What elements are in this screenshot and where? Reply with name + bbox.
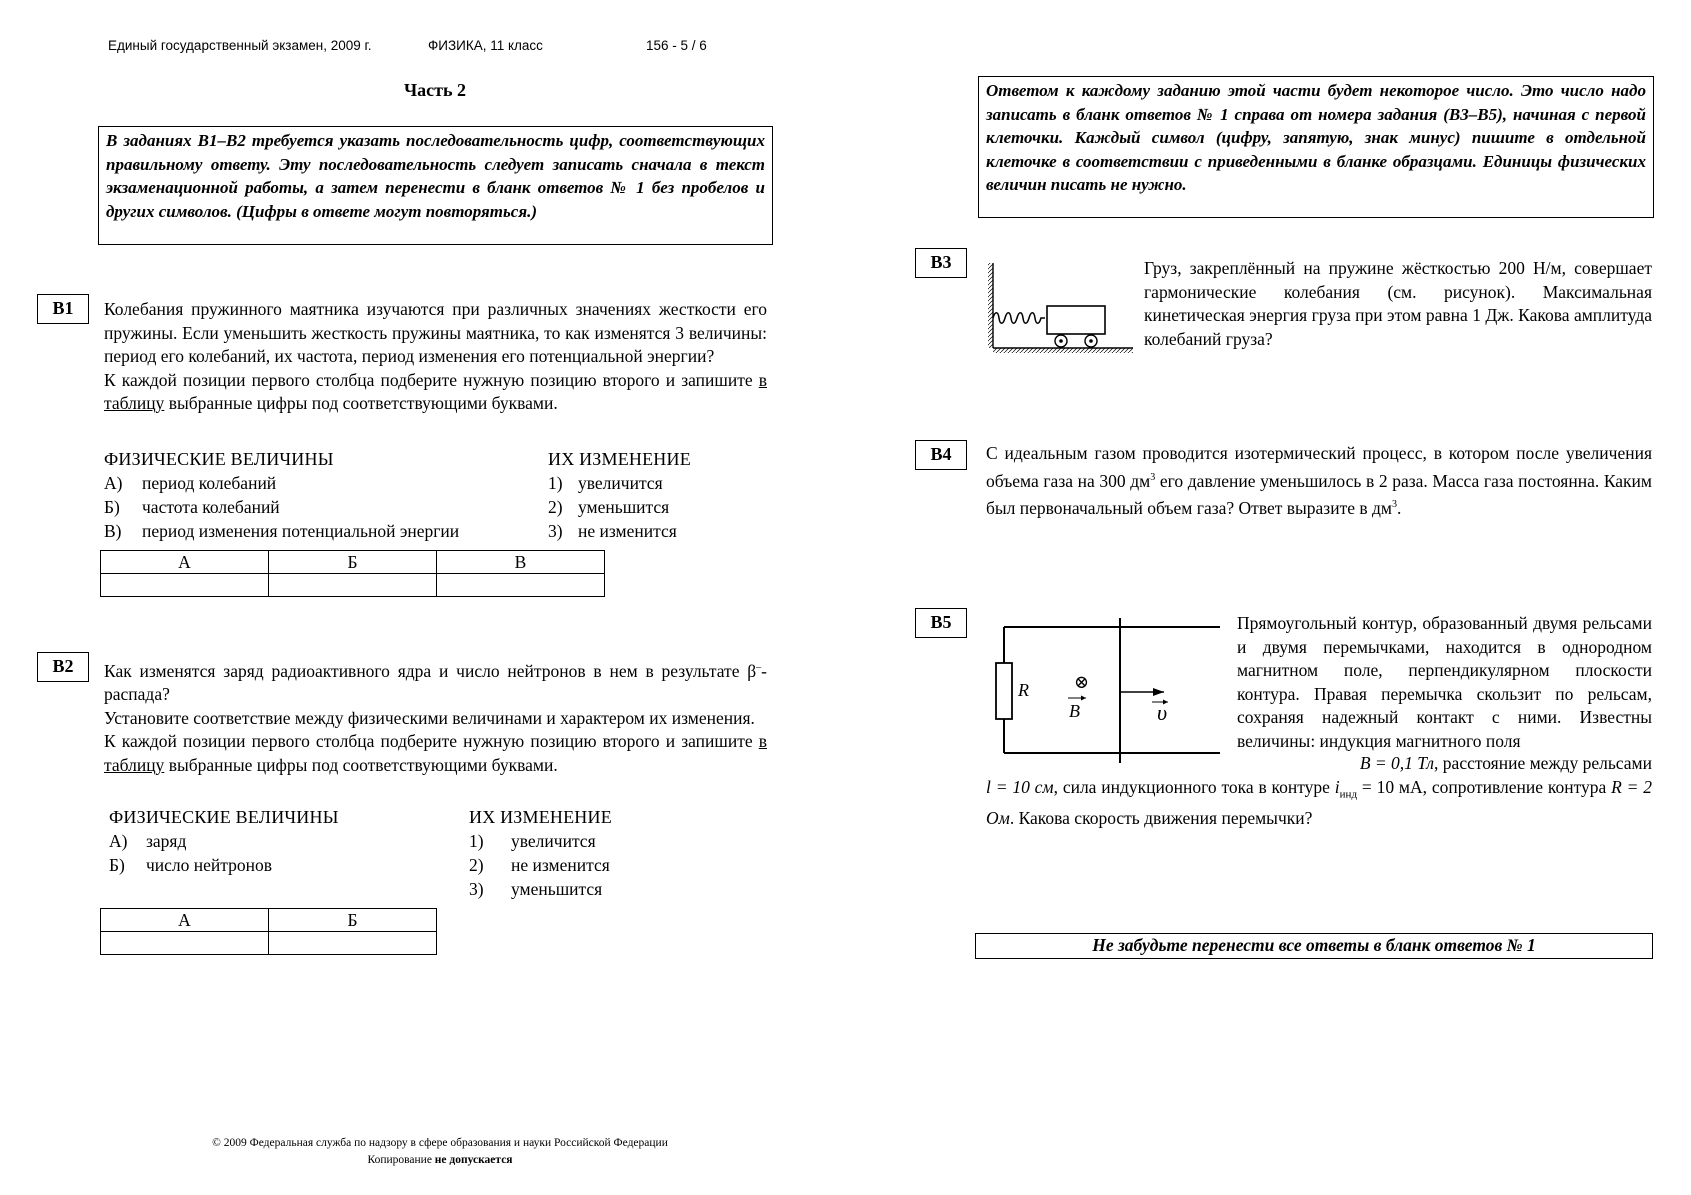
b5-i-sym: i bbox=[1334, 777, 1340, 797]
b1-table-header-v: В bbox=[436, 551, 604, 574]
b4-t1: С идеальным газом проводится изотермический процесс, в котором после увеличения объема газа на 300 дм bbox=[986, 443, 1652, 491]
task-b5-text-b bbox=[1237, 752, 1652, 776]
b2-instr-link: в таблицу bbox=[104, 731, 767, 775]
spring-pendulum-figure bbox=[985, 260, 1135, 355]
b1-col-right-header: ИХ ИЗМЕНЕНИЕ bbox=[548, 449, 691, 469]
item-text: заряд bbox=[146, 831, 187, 851]
task-b5-text-top bbox=[1237, 612, 1652, 753]
velocity-arrowhead bbox=[1153, 688, 1164, 696]
reminder-box: Не забудьте перенести все ответы в бланк ответов № 1 bbox=[975, 933, 1653, 959]
b4-t2: его давление уменьшилось в 2 раза. Масса газа постоянна. Каким был первоначальный объем газа? Ответ выразите в дм bbox=[986, 470, 1652, 518]
b1-right-item bbox=[548, 521, 677, 542]
b1-answer-cell-a[interactable] bbox=[101, 574, 269, 597]
footer-copy-bold: не допускается bbox=[434, 1154, 513, 1166]
b2-right-item bbox=[469, 855, 610, 876]
b1-left-item bbox=[104, 497, 280, 518]
b2-instr-pre: К каждой позиции первого столбца подберите нужную позицию второго и запишите bbox=[104, 731, 759, 752]
b4-sup-1: 3 bbox=[1150, 471, 1156, 483]
task-label-b2: В2 bbox=[37, 652, 89, 682]
item-key: 1) bbox=[469, 831, 484, 851]
b1-table-header-b: Б bbox=[269, 551, 437, 574]
b2-q1-sup: – bbox=[756, 662, 762, 673]
footer-copy-pre: Копирование bbox=[367, 1154, 435, 1166]
item-text: увеличится bbox=[511, 831, 596, 851]
b5-b-value: B = 0,1 Тл bbox=[1359, 753, 1435, 773]
wall-hatch bbox=[988, 263, 993, 348]
b1-instr-link: в таблицу bbox=[104, 369, 767, 413]
item-text: период изменения потенциальной энергии bbox=[142, 521, 460, 541]
item-key: 3) bbox=[548, 521, 563, 541]
task-b5-text-bottom bbox=[986, 776, 1652, 831]
task-b2-text bbox=[104, 656, 767, 777]
b1-table-header-a: А bbox=[101, 551, 269, 574]
b5-r-value: R = 2 Ом bbox=[986, 777, 1653, 828]
item-key: 1) bbox=[548, 473, 563, 493]
item-key: Б) bbox=[109, 855, 125, 875]
subject-header: ФИЗИКА, 11 класс bbox=[428, 38, 543, 53]
b2-table-header-a: А bbox=[101, 909, 269, 932]
b5-t2: , сила индукционного тока в контуре bbox=[1053, 777, 1335, 797]
b2-q1: Как изменятся заряд радиоактивного ядра и число нейтронов в нем в результате β bbox=[104, 660, 757, 681]
b5-t1: , расстояние между рельсами bbox=[1434, 753, 1652, 773]
b1-instr-post: выбранные цифры под соответствующими буквами. bbox=[164, 393, 558, 413]
b1-right-item bbox=[548, 473, 663, 494]
footer-copy-note bbox=[160, 1154, 720, 1166]
part-title: Часть 2 bbox=[403, 80, 467, 100]
item-key: А) bbox=[104, 473, 123, 493]
item-text: частота колебаний bbox=[142, 497, 280, 517]
b5-t4: . Какова скорость движения перемычки? bbox=[1009, 808, 1313, 828]
b4-sup-2: 3 bbox=[1392, 498, 1397, 510]
resistor-label: R bbox=[1018, 680, 1029, 700]
b2-instr-post: выбранные цифры под соответствующими буквами. bbox=[164, 754, 558, 775]
field-into-page-icon: ⊗ bbox=[1074, 672, 1090, 692]
b1-left-item bbox=[104, 473, 277, 494]
b1-left-item bbox=[104, 521, 460, 542]
b2-instruction bbox=[104, 730, 767, 777]
b2-answer-cell-a[interactable] bbox=[101, 932, 269, 955]
spring bbox=[993, 313, 1045, 324]
velocity-label: υ bbox=[1157, 700, 1168, 725]
b2-col-left-header: ФИЗИЧЕСКИЕ ВЕЛИЧИНЫ bbox=[109, 807, 339, 827]
item-key: 3) bbox=[469, 879, 484, 899]
item-key: 2) bbox=[469, 855, 484, 875]
b-vector-arrowhead bbox=[1081, 696, 1086, 701]
item-text: число нейтронов bbox=[146, 855, 273, 875]
b5-i-sub: инд bbox=[1339, 788, 1358, 801]
b1-answer-cell-v[interactable] bbox=[436, 574, 604, 597]
b2-question-2: Установите соответствие между физическими величинами и характером их изменения. bbox=[104, 707, 755, 728]
task-label-b1: В1 bbox=[37, 294, 89, 324]
b1-right-item bbox=[548, 497, 670, 518]
item-text: уменьшится bbox=[511, 879, 603, 899]
item-key: В) bbox=[104, 521, 122, 541]
b2-right-item bbox=[469, 879, 603, 900]
b2-answer-table bbox=[100, 908, 437, 955]
b5-text-right: Прямоугольный контур, образованный двумя рельсами и двумя перемычками, находится в однородном магнитном поле, перпендикулярном плоскости контура. Правая перемычка скользит по рельсам, сохраняя надежный контакт с ними. Известны величины: индукция магнитного поля bbox=[1237, 613, 1652, 751]
b2-right-item bbox=[469, 831, 596, 852]
page-number: 156 - 5 / 6 bbox=[646, 38, 707, 53]
b5-i-value: = 10 мА bbox=[1357, 777, 1423, 797]
intro-box-left: В заданиях В1–В2 требуется указать последовательность цифр, соответствующих правильному ответу. Эту последовательность следует записать сначала в текст экзаменационной работы, а затем перенести в бланк ответов № 1 без пробелов и других символов. (Цифры в ответе могут повторяться.) bbox=[98, 126, 773, 245]
wheel-right-hub bbox=[1089, 339, 1093, 343]
exam-header: Единый государственный экзамен, 2009 г. bbox=[108, 38, 372, 53]
b4-t3: . bbox=[1397, 497, 1402, 518]
task-label-b4: В4 bbox=[915, 440, 967, 470]
b2-left-item bbox=[109, 855, 273, 876]
item-text: не изменится bbox=[578, 521, 677, 541]
b5-t3: , сопротивление контура bbox=[1422, 777, 1612, 797]
b5-l-value: l = 10 см bbox=[986, 777, 1054, 797]
task-label-b5: В5 bbox=[915, 608, 967, 638]
b2-col-right-header: ИХ ИЗМЕНЕНИЕ bbox=[469, 807, 612, 827]
b2-q1-end: -распада? bbox=[104, 660, 767, 705]
item-key: Б) bbox=[104, 497, 120, 517]
task-b1-text bbox=[104, 298, 767, 416]
item-text: увеличится bbox=[578, 473, 663, 493]
item-key: А) bbox=[109, 831, 128, 851]
item-text: уменьшится bbox=[578, 497, 670, 517]
b1-instruction bbox=[104, 369, 767, 416]
task-b3-text: Груз, закреплённый на пружине жёсткостью 200 Н/м, совершает гармонические колебания (см. рисунок). Максимальная кинетическая энергия груза при этом равна 1 Дж. Какова амплитуда колебаний груза? bbox=[1144, 258, 1652, 349]
b2-answer-cell-b[interactable] bbox=[269, 932, 437, 955]
b2-left-item bbox=[109, 831, 187, 852]
b1-answer-cell-b[interactable] bbox=[269, 574, 437, 597]
item-text: не изменится bbox=[511, 855, 610, 875]
b2-question bbox=[104, 656, 767, 707]
b1-answer-table bbox=[100, 550, 605, 597]
floor-hatch bbox=[993, 348, 1133, 353]
wheel-left-hub bbox=[1059, 339, 1063, 343]
b1-question: Колебания пружинного маятника изучаются при различных значениях жесткости его пружины. Если уменьшить жесткость пружины маятника, то как изменятся 3 величины: период его колебаний, их частота, период изменения его потенциальной энергии? bbox=[104, 299, 767, 366]
b1-instr-pre: К каждой позиции первого столбца подберите нужную позицию второго и запишите bbox=[104, 369, 759, 390]
intro-box-right: Ответом к каждому заданию этой части будет некоторое число. Это число надо записать в бланк ответов № 1 справа от номера задания (В3–В5), начиная с первой клеточки. Каждый символ (цифру, запятую, знак минус) пишите в отдельной клеточке в соответствии с приведенными в бланке образцами. Единицы физических величин писать не нужно. bbox=[978, 76, 1654, 218]
resistor bbox=[996, 663, 1012, 719]
item-key: 2) bbox=[548, 497, 563, 517]
task-b4-text bbox=[986, 442, 1652, 520]
item-text: период колебаний bbox=[142, 473, 277, 493]
b2-table-header-b: Б bbox=[269, 909, 437, 932]
field-b-label: B bbox=[1069, 701, 1080, 721]
b1-col-left-header: ФИЗИЧЕСКИЕ ВЕЛИЧИНЫ bbox=[104, 449, 334, 469]
task-label-b3: В3 bbox=[915, 248, 967, 278]
cart bbox=[1047, 306, 1105, 334]
footer-copyright: © 2009 Федеральная служба по надзору в сфере образования и науки Российской Федерации bbox=[212, 1137, 668, 1149]
